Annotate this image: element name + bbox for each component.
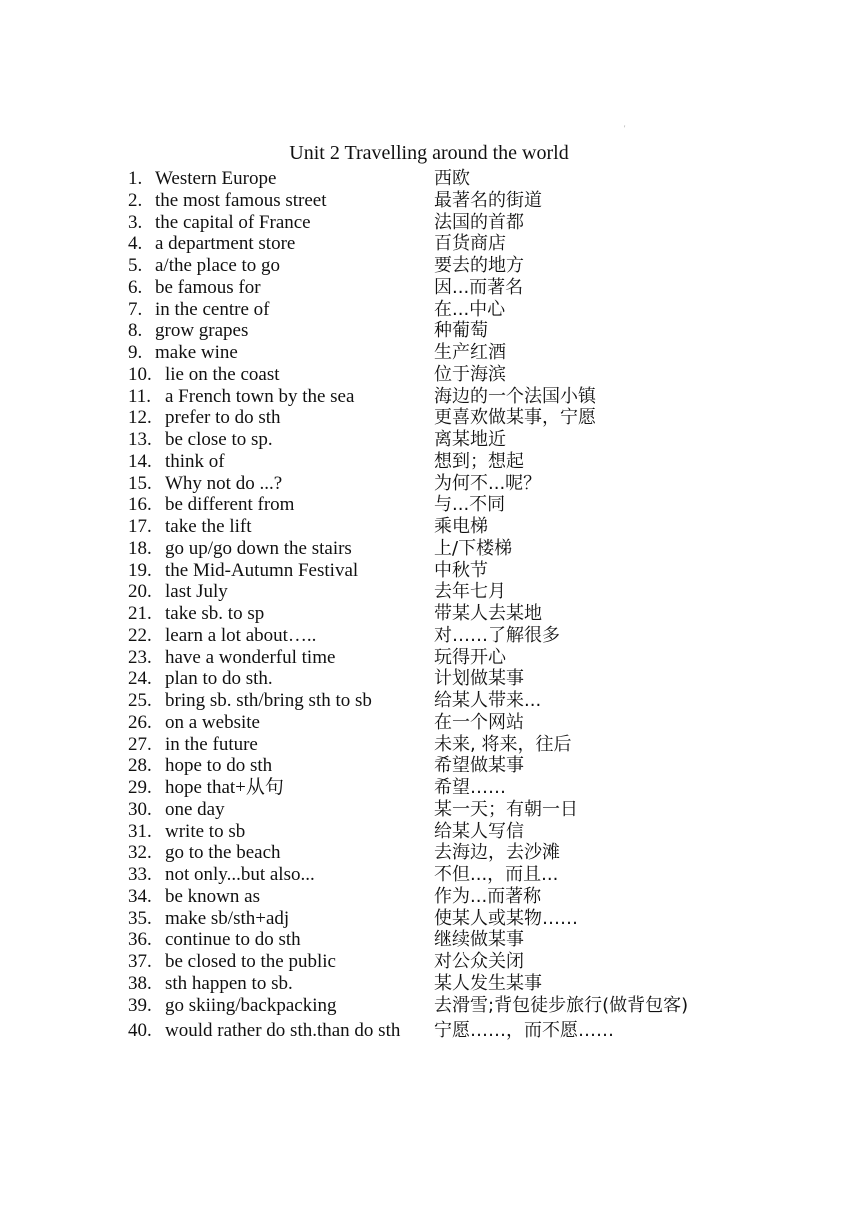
english-phrase: continue to do sth [165, 929, 301, 951]
chinese-meaning: 使某人或某物…… [434, 907, 578, 929]
chinese-meaning: 海边的一个法国小镇 [434, 385, 596, 407]
chinese-meaning: 与...不同 [434, 494, 506, 516]
english-phrase: hope to do sth [165, 755, 273, 777]
item-number: 34. [128, 885, 152, 907]
item-number: 2. [128, 189, 143, 211]
chinese-meaning: 计划做某事 [434, 668, 524, 690]
vocab-row [128, 168, 848, 190]
english-phrase: write to sb [165, 820, 246, 842]
item-number: 21. [128, 603, 152, 624]
item-number: 20. [128, 581, 152, 603]
vocab-row [128, 995, 848, 1017]
english-phrase: make wine [155, 342, 238, 363]
item-number: 36. [128, 929, 152, 951]
item-number: 23. [128, 646, 152, 668]
vocab-row [128, 364, 848, 386]
vocab-row [128, 451, 848, 473]
vocab-row [128, 233, 848, 255]
vocab-row [128, 668, 848, 690]
chinese-meaning: 最著名的街道 [434, 189, 542, 211]
vocab-row [128, 690, 848, 712]
chinese-meaning: 对公众关闭 [434, 951, 524, 972]
item-number: 27. [128, 733, 152, 755]
chinese-meaning: 给某人带来... [434, 690, 542, 711]
chinese-meaning: 上/下楼梯 [434, 537, 513, 559]
english-phrase: be close to sp. [165, 429, 273, 450]
corner-mark: ' [624, 124, 626, 133]
vocab-row [128, 842, 848, 864]
english-phrase: in the centre of [155, 298, 270, 320]
chinese-meaning: 因...而著名 [434, 276, 524, 298]
vocab-row [128, 342, 848, 364]
english-phrase: the capital of France [155, 211, 311, 233]
english-phrase: learn a lot about….. [165, 624, 317, 646]
english-phrase: on a website [165, 711, 260, 733]
vocab-row [128, 473, 848, 495]
vocabulary-list [128, 168, 848, 1042]
chinese-meaning: 百货商店 [434, 233, 506, 255]
chinese-meaning: 位于海滨 [434, 363, 506, 385]
english-phrase: take the lift [165, 516, 252, 537]
item-number: 10. [128, 363, 152, 385]
english-phrase: in the future [165, 733, 258, 755]
chinese-meaning: 希望…… [434, 777, 506, 798]
item-number: 37. [128, 951, 152, 972]
item-number: 17. [128, 516, 152, 537]
vocab-row [128, 799, 848, 821]
chinese-meaning: 玩得开心 [434, 646, 506, 668]
vocab-row [128, 212, 848, 234]
item-number: 4. [128, 233, 143, 255]
english-phrase: not only...but also... [165, 864, 315, 885]
vocab-row [128, 1020, 848, 1042]
chinese-meaning: 在一个网站 [434, 711, 524, 733]
item-number: 9. [128, 342, 143, 363]
vocab-row [128, 560, 848, 582]
vocab-row [128, 712, 848, 734]
english-phrase: be famous for [155, 276, 261, 298]
vocab-row [128, 190, 848, 212]
vocab-row [128, 429, 848, 451]
vocab-row [128, 908, 848, 930]
item-number: 3. [128, 211, 143, 233]
english-phrase: make sb/sth+adj [165, 907, 290, 929]
chinese-meaning: 宁愿……，而不愿…… [434, 1020, 614, 1042]
vocab-row [128, 973, 848, 995]
item-number: 28. [128, 755, 152, 777]
item-number: 18. [128, 537, 152, 559]
item-number: 1. [128, 168, 143, 189]
item-number: 40. [128, 1020, 152, 1042]
item-number: 24. [128, 668, 152, 690]
english-phrase: take sb. to sp [165, 603, 265, 624]
item-number: 6. [128, 276, 143, 298]
english-phrase: hope that+从句 [165, 777, 284, 798]
item-number: 26. [128, 711, 152, 733]
english-phrase: Western Europe [155, 168, 277, 189]
vocab-row [128, 929, 848, 951]
chinese-meaning: 西欧 [434, 168, 470, 189]
vocab-row [128, 755, 848, 777]
page-title: Unit 2 Travelling around the world [289, 142, 569, 164]
item-number: 32. [128, 842, 152, 864]
vocab-row [128, 734, 848, 756]
item-number: 13. [128, 429, 152, 450]
item-number: 35. [128, 907, 152, 929]
english-phrase: would rather do sth.than do sth [165, 1020, 401, 1042]
item-number: 7. [128, 298, 143, 320]
chinese-meaning: 乘电梯 [434, 516, 488, 537]
vocab-row [128, 951, 848, 973]
item-number: 31. [128, 820, 152, 842]
chinese-meaning: 未来, 将来，往后 [434, 733, 572, 755]
chinese-meaning: 法国的首都 [434, 211, 524, 233]
vocab-row [128, 299, 848, 321]
item-number: 30. [128, 798, 152, 820]
vocab-row [128, 886, 848, 908]
chinese-meaning: 对……了解很多 [434, 624, 560, 646]
english-phrase: grow grapes [155, 320, 249, 342]
english-phrase: sth happen to sb. [165, 972, 293, 994]
item-number: 11. [128, 385, 152, 407]
vocab-row [128, 777, 848, 799]
chinese-meaning: 去滑雪;背包徒步旅行(做背包客) [434, 994, 689, 1016]
item-number: 39. [128, 994, 152, 1016]
item-number: 29. [128, 777, 152, 798]
chinese-meaning: 为何不...呢？ [434, 472, 542, 494]
english-phrase: a/the place to go [155, 255, 281, 276]
chinese-meaning: 给某人写信 [434, 820, 524, 842]
vocab-row [128, 647, 848, 669]
english-phrase: go up/go down the stairs [165, 537, 352, 559]
english-phrase: a department store [155, 233, 296, 255]
english-phrase: bring sb. sth/bring sth to sb [165, 690, 372, 711]
chinese-meaning: 继续做某事 [434, 929, 524, 951]
vocab-row [128, 625, 848, 647]
chinese-meaning: 离某地近 [434, 429, 506, 450]
item-number: 12. [128, 407, 152, 429]
item-number: 22. [128, 624, 152, 646]
english-phrase: plan to do sth. [165, 668, 273, 690]
chinese-meaning: 希望做某事 [434, 755, 524, 777]
chinese-meaning: 要去的地方 [434, 255, 524, 276]
item-number: 19. [128, 559, 152, 581]
item-number: 14. [128, 450, 152, 472]
english-phrase: think of [165, 450, 225, 472]
english-phrase: Why not do ...? [165, 472, 283, 494]
vocab-row [128, 581, 848, 603]
chinese-meaning: 在...中心 [434, 298, 506, 320]
chinese-meaning: 带某人去某地 [434, 603, 542, 624]
item-number: 38. [128, 972, 152, 994]
vocab-row [128, 277, 848, 299]
chinese-meaning: 去海边，去沙滩 [434, 842, 560, 864]
vocab-row [128, 516, 848, 538]
chinese-meaning: 某人发生某事 [434, 972, 542, 994]
item-number: 33. [128, 864, 152, 885]
english-phrase: last July [165, 581, 228, 603]
chinese-meaning: 作为...而著称 [434, 885, 542, 907]
item-number: 15. [128, 472, 152, 494]
chinese-meaning: 不但...，而且... [434, 864, 559, 885]
english-phrase: a French town by the sea [165, 385, 355, 407]
english-phrase: lie on the coast [165, 363, 280, 385]
chinese-meaning: 某一天；有朝一日 [434, 798, 578, 820]
vocab-row [128, 603, 848, 625]
english-phrase: prefer to do sth [165, 407, 281, 429]
item-number: 5. [128, 255, 143, 276]
vocab-row [128, 538, 848, 560]
vocab-row [128, 821, 848, 843]
vocab-row [128, 407, 848, 429]
item-number: 25. [128, 690, 152, 711]
item-number: 16. [128, 494, 152, 516]
chinese-meaning: 生产红酒 [434, 342, 506, 363]
english-phrase: be known as [165, 885, 260, 907]
english-phrase: be closed to the public [165, 951, 336, 972]
english-phrase: the most famous street [155, 189, 327, 211]
vocab-row [128, 386, 848, 408]
vocab-row [128, 494, 848, 516]
chinese-meaning: 想到；想起 [434, 450, 524, 472]
english-phrase: be different from [165, 494, 295, 516]
vocab-row [128, 255, 848, 277]
english-phrase: the Mid-Autumn Festival [165, 559, 359, 581]
english-phrase: go skiing/backpacking [165, 994, 337, 1016]
chinese-meaning: 更喜欢做某事，宁愿 [434, 407, 596, 429]
chinese-meaning: 种葡萄 [434, 320, 488, 342]
chinese-meaning: 去年七月 [434, 581, 506, 603]
english-phrase: go to the beach [165, 842, 281, 864]
english-phrase: have a wonderful time [165, 646, 336, 668]
item-number: 8. [128, 320, 143, 342]
vocab-row [128, 320, 848, 342]
english-phrase: one day [165, 798, 225, 820]
vocab-row [128, 864, 848, 886]
chinese-meaning: 中秋节 [434, 559, 488, 581]
